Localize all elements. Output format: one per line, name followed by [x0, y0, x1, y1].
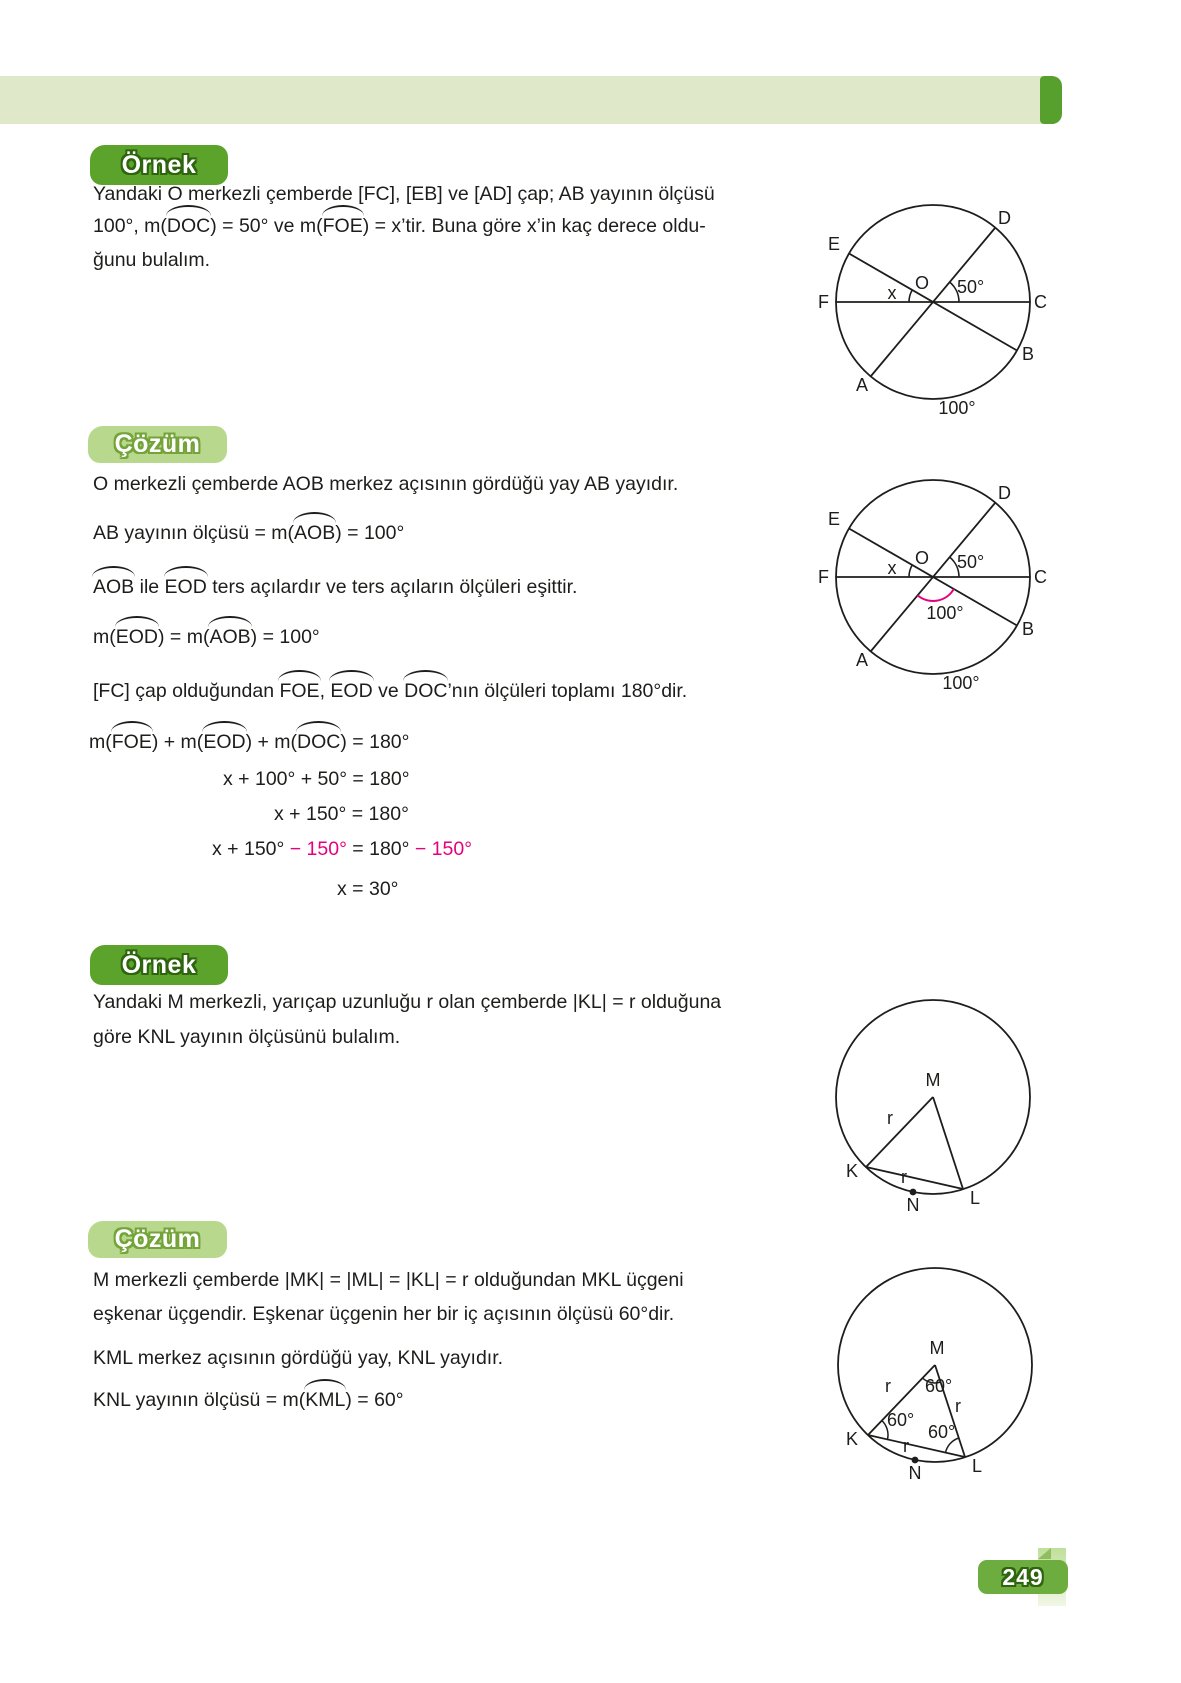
radius-label-r-ml: r: [955, 1396, 961, 1416]
point-label-K: K: [846, 1429, 859, 1449]
circle-diagram-problem1: [780, 188, 1080, 428]
point-label-L: L: [970, 1188, 981, 1208]
solution-badge-2-label: Çözüm: [114, 1225, 201, 1253]
solution1-line-2: AB yayının ölçüsü = m(AOB) = 100°: [93, 522, 405, 544]
example2-line-1: Yandaki M merkezli, yarıçap uzunluğu r olan çemberde |KL| = r olduğuna: [93, 991, 722, 1013]
point-label-A: A: [856, 375, 869, 395]
angle-50-label: 50°: [957, 552, 985, 572]
point-label-B: B: [1022, 619, 1035, 639]
example1-line-1: Yandaki O merkezli çemberde [FC], [EB] ve [AD] çap; AB yayının ölçüsü: [93, 183, 715, 205]
equation-line-4: x + 150° − 150° = 180° − 150°: [212, 838, 472, 860]
example-badge-1-label: Örnek: [121, 150, 197, 179]
point-label-F: F: [818, 292, 829, 312]
solution1-line-3: AOB ile EOD ters açılardır ve ters açıların ölçüleri eşittir.: [93, 576, 578, 598]
angle-x-arc: [909, 565, 912, 577]
solution2-line-1: M merkezli çemberde |MK| = |ML| = |KL| = r olduğundan MKL üçgeni: [93, 1269, 684, 1291]
header-bar-cap: [1040, 76, 1062, 124]
point-label-A: A: [856, 650, 869, 670]
circle-diagram-problem2: [780, 990, 1080, 1225]
solution1-line-4: m(EOD) = m(AOB) = 100°: [93, 626, 320, 648]
center-label-M: M: [929, 1338, 945, 1358]
example-badge-2-label: Örnek: [121, 950, 197, 979]
header-bar: [0, 76, 1042, 124]
solution-badge-1: [88, 426, 227, 463]
page-number-ribbon-fold: [1038, 1548, 1051, 1559]
angle-100-label-pink: 100°: [926, 603, 964, 623]
chord-label-r: r: [901, 1167, 907, 1187]
point-label-N: N: [908, 1463, 922, 1483]
equation-line-2: x + 100° + 50° = 180°: [223, 768, 410, 790]
angle-x-label: x: [887, 558, 897, 578]
chord-label-r: r: [903, 1436, 909, 1456]
equation-line-5: x = 30°: [337, 878, 399, 900]
solution2-line-4: KNL yayının ölçüsü = m(KML) = 60°: [93, 1389, 404, 1411]
solution2-line-2: eşkenar üçgendir. Eşkenar üçgenin her bir iç açısının ölçüsü 60°dir.: [93, 1303, 675, 1325]
point-label-F: F: [818, 567, 829, 587]
point-label-D: D: [998, 483, 1011, 503]
angle-label-K: 60°: [887, 1410, 915, 1430]
angle-x-label: x: [887, 283, 897, 303]
radius-ML: [933, 1097, 963, 1189]
solution1-line-5: [FC] çap olduğundan FOE, EOD ve DOC’nın ölçüleri toplamı 180°dir.: [93, 680, 688, 702]
angle-100-arc-pink: [918, 589, 954, 601]
circle-diagram-solution1: [780, 458, 1080, 703]
radius-label-r-mk: r: [885, 1376, 891, 1396]
solution2-line-3: KML merkez açısının gördüğü yay, KNL yayıdır.: [93, 1347, 504, 1369]
center-label-O: O: [914, 548, 930, 568]
point-label-N: N: [906, 1195, 920, 1215]
example1-line-3: ğunu bulalım.: [93, 249, 211, 271]
solution-badge-2: [88, 1221, 227, 1258]
radius-label-r1: r: [887, 1108, 893, 1128]
circle-diagram-solution2: [780, 1258, 1080, 1493]
example2-line-2: göre KNL yayının ölçüsünü bulalım.: [93, 1026, 401, 1048]
center-label-M: M: [925, 1070, 941, 1090]
point-label-L: L: [972, 1456, 983, 1476]
arc-ab-label: 100°: [938, 398, 976, 418]
example-badge-2: [90, 945, 228, 985]
angle-label-M: 60°: [925, 1376, 953, 1396]
angle-50-label: 50°: [957, 277, 985, 297]
page-number: 249: [1002, 1563, 1044, 1590]
point-label-C: C: [1034, 292, 1047, 312]
angle-label-L: 60°: [928, 1422, 956, 1442]
point-label-D: D: [998, 208, 1011, 228]
point-label-E: E: [828, 234, 841, 254]
equation-line-3: x + 150° = 180°: [274, 803, 409, 825]
point-label-B: B: [1022, 344, 1035, 364]
center-label-O: O: [914, 273, 930, 293]
angle-x-arc: [909, 290, 912, 302]
example1-line-2: 100°, m(DOC) = 50° ve m(FOE) = x’tir. Buna göre x’in kaç derece oldu-: [93, 215, 706, 237]
example-badge-1: [90, 145, 228, 185]
page-number-badge: [978, 1560, 1068, 1594]
point-label-K: K: [846, 1161, 859, 1181]
point-label-C: C: [1034, 567, 1047, 587]
solution1-line-1: O merkezli çemberde AOB merkez açısının gördüğü yay AB yayıdır.: [93, 473, 679, 495]
point-label-E: E: [828, 509, 841, 529]
arc-ab-label: 100°: [942, 673, 980, 693]
solution-badge-1-label: Çözüm: [114, 430, 201, 458]
equation-line-1: m(FOE) + m(EOD) + m(DOC) = 180°: [89, 731, 410, 753]
radius-MK: [866, 1097, 933, 1167]
